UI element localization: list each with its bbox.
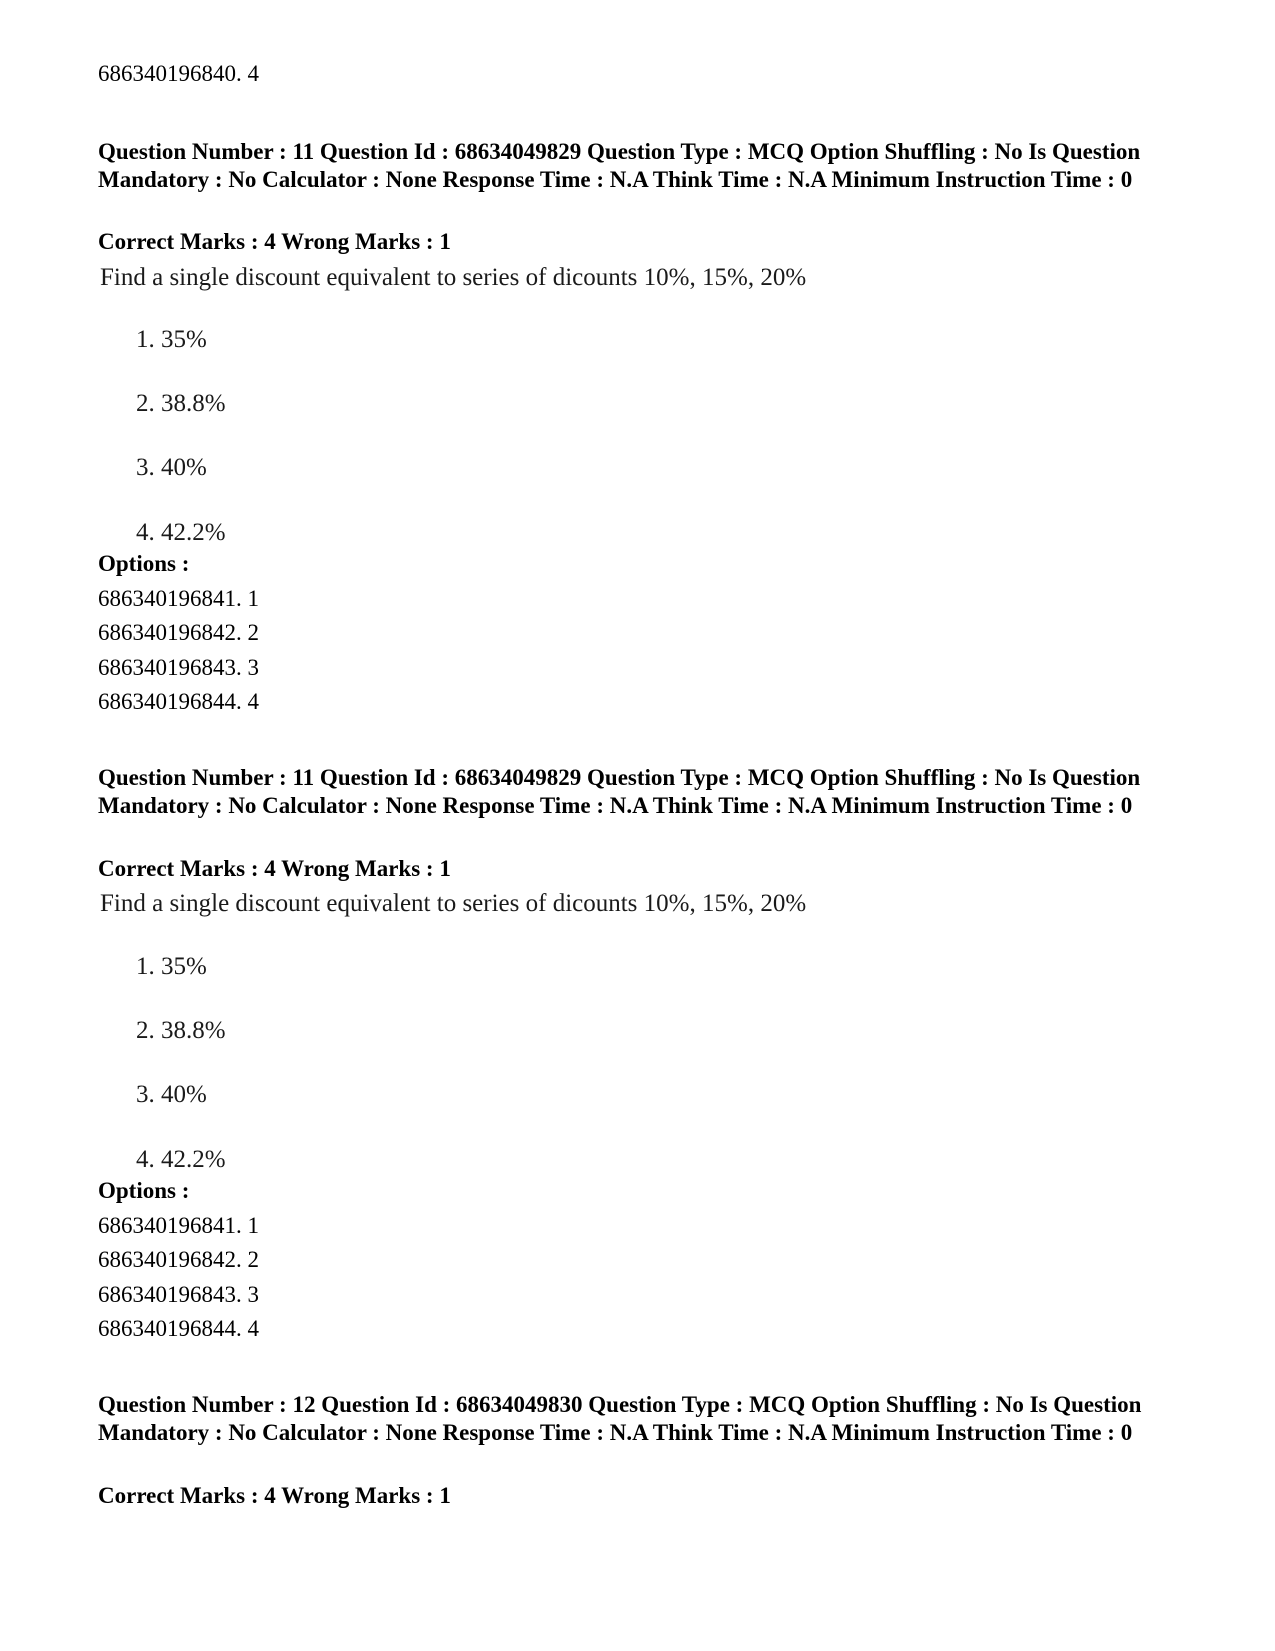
option-id: 686340196841. 1 xyxy=(98,586,259,611)
answer-choice: 4. 42.2% xyxy=(136,519,226,546)
options-label: Options : xyxy=(98,551,190,576)
option-id: 686340196843. 3 xyxy=(98,1282,259,1307)
option-id: 686340196841. 1 xyxy=(98,1213,259,1238)
question-meta: Question Number : 11 Question Id : 68634049829 Question Type : MCQ Option Shuffling : No Is Question Mandatory : No Calculator : None Response Time : N.A Think Time : N.A Minimum Instruction Time : 0 xyxy=(98,765,1141,818)
question-marks: Correct Marks : 4 Wrong Marks : 1 xyxy=(98,1483,451,1508)
option-id: 686340196844. 4 xyxy=(98,689,259,714)
question-text: Find a single discount equivalent to series of dicounts 10%, 15%, 20% xyxy=(100,890,807,917)
options-label: Options : xyxy=(98,1178,190,1203)
answer-choice: 4. 42.2% xyxy=(136,1146,226,1173)
answer-choice: 1. 35% xyxy=(136,326,207,353)
answer-choice: 2. 38.8% xyxy=(136,390,226,417)
option-id: 686340196842. 2 xyxy=(98,620,259,645)
question-meta: Question Number : 11 Question Id : 68634049829 Question Type : MCQ Option Shuffling : No Is Question Mandatory : No Calculator : None Response Time : N.A Think Time : N.A Minimum Instruction Time : 0 xyxy=(98,139,1141,192)
answer-choice: 3. 40% xyxy=(136,1081,207,1108)
answer-choice: 2. 38.8% xyxy=(136,1017,226,1044)
option-id: 686340196843. 3 xyxy=(98,655,259,680)
question-marks: Correct Marks : 4 Wrong Marks : 1 xyxy=(98,229,451,254)
option-id: 686340196842. 2 xyxy=(98,1247,259,1272)
option-id: 686340196844. 4 xyxy=(98,1316,259,1341)
answer-choice: 3. 40% xyxy=(136,454,207,481)
question-text: Find a single discount equivalent to series of dicounts 10%, 15%, 20% xyxy=(100,264,807,291)
question-meta: Question Number : 12 Question Id : 68634049830 Question Type : MCQ Option Shuffling : No Is Question Mandatory : No Calculator : None Response Time : N.A Think Time : N.A Minimum Instruction Time : 0 xyxy=(98,1392,1142,1445)
answer-choice: 1. 35% xyxy=(136,953,207,980)
carryover-option: 686340196840. 4 xyxy=(98,61,259,86)
question-marks: Correct Marks : 4 Wrong Marks : 1 xyxy=(98,856,451,881)
